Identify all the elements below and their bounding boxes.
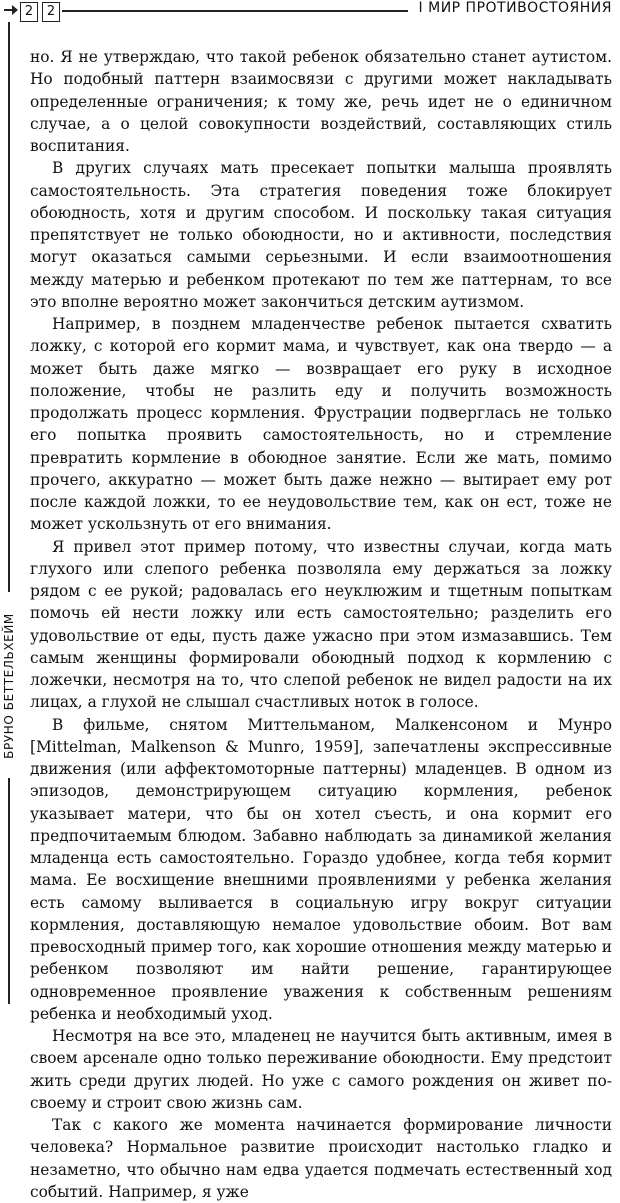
author-name: БРУНО БЕТТЕЛЬХЕЙМ xyxy=(2,613,16,759)
page-number-digit: 2 xyxy=(20,2,38,22)
running-title: I МИР ПРОТИВОСТОЯНИЯ xyxy=(418,0,612,16)
page-number-digit: 2 xyxy=(42,2,60,22)
paragraph: Я привел этот пример потому, что известны случаи, когда мать глухого или слепого ребенка позволяла ему держаться за ложку рядом с ее рукой; радовалась его неуклюжим и тщетным попыткам помочь ей нести ложку или есть самостоятельно; разделить его удовольствие от еды, пусть даже ужасно при этом измазавшись. Тем самым женщины формировали обоюдный подход к кормлению с ложечки, несмотря на то, что слепой ребенок не видел радости на их лицах, а глухой не слышал счастливых ноток в голосе. xyxy=(30,537,612,712)
paragraph: Например, в позднем младенчестве ребенок пытается схватить ложку, с которой его кормит мама, и чувствует, как она твердо — а может быть даже мягко — возвращает его руку в исходное положение, чтобы не разлить еду и получить возможность продолжать процесс кормления. Фрустрации подверглась не только его попытка проявить самостоятельность, но и стремление превратить кормление в обоюдное занятие. Если же мать, помимо прочего, аккуратно — может быть даже нежно — вытирает ему рот после каждой ложки, то ее неудовольствие тем, как он ест, тоже не может ускользнуть от его внимания. xyxy=(30,315,612,534)
margin-rule-top xyxy=(8,22,10,592)
page-header xyxy=(0,0,620,34)
paragraph: В других случаях мать пресекает попытки малыша проявлять самостоятельность. Эта стратегия поведения тоже блокирует обоюдность, хотя и другим способом. И поскольку такая ситуация препятствует не только обоюдности, но и активности, последствия могут оказаться самыми серьезными. И если взаимоотношения между матерью и ребенком протекают по тем же паттернам, то все это вполне вероятно может закончиться детским аутизмом. xyxy=(30,159,612,311)
body-text xyxy=(30,46,612,1203)
paragraph: Так с какого же момента начинается формирование личности человека? Нормальное развитие происходит настолько гладко и незаметно, что обычно нам едва удается подмечать естественный ход событий. Например, я уже xyxy=(30,1116,612,1201)
paragraph: но. Я не утверждаю, что такой ребенок обязательно станет аутистом. Но подобный паттерн взаимосвязи с другими может накладывать определенные ограничения; к тому же, речь идет не о единичном случае, а о целой совокупности воздействий, составляющих стиль воспитания. xyxy=(30,48,612,155)
margin-rule-bottom xyxy=(8,778,10,1004)
header-rule xyxy=(62,10,408,12)
paragraph: Несмотря на все это, младенец не научится быть активным, имея в своем арсенале одно только переживание обоюдности. Ему предстоит жить среди других людей. Но уже с самого рождения он живет по-своему и строит свою жизнь сам. xyxy=(30,1027,612,1112)
margin-author xyxy=(0,596,18,776)
page-arrow-icon xyxy=(4,9,16,11)
paragraph: В фильме, снятом Миттельманом, Малкенсоном и Мунро [Mittelman, Malkenson & Munro, 1959], запечатлены экспрессивные движения (или аффектомоторные паттерны) младенцев. В одном из эпизодов, демонстрирующем ситуацию кормления, ребенок указывает матери, что бы он хотел съесть, и она кормит его предпочитаемым блюдом. Забавно наблюдать за динамикой желания младенца есть самостоятельно. Гораздо удобнее, когда тебя кормит мама. Ее восхищение внешними проявлениями у ребенка желания есть самому выливается в социальную игру вокруг ситуации кормления, доставляющую немалое удовольствие обоим. Вот вам превосходный пример того, как хорошие отношения между матерью и ребенком позволяют им найти решение, гарантирующее одновременное проявление уважения к собственным решениям ребенка и необходимый уход. xyxy=(30,715,612,1023)
